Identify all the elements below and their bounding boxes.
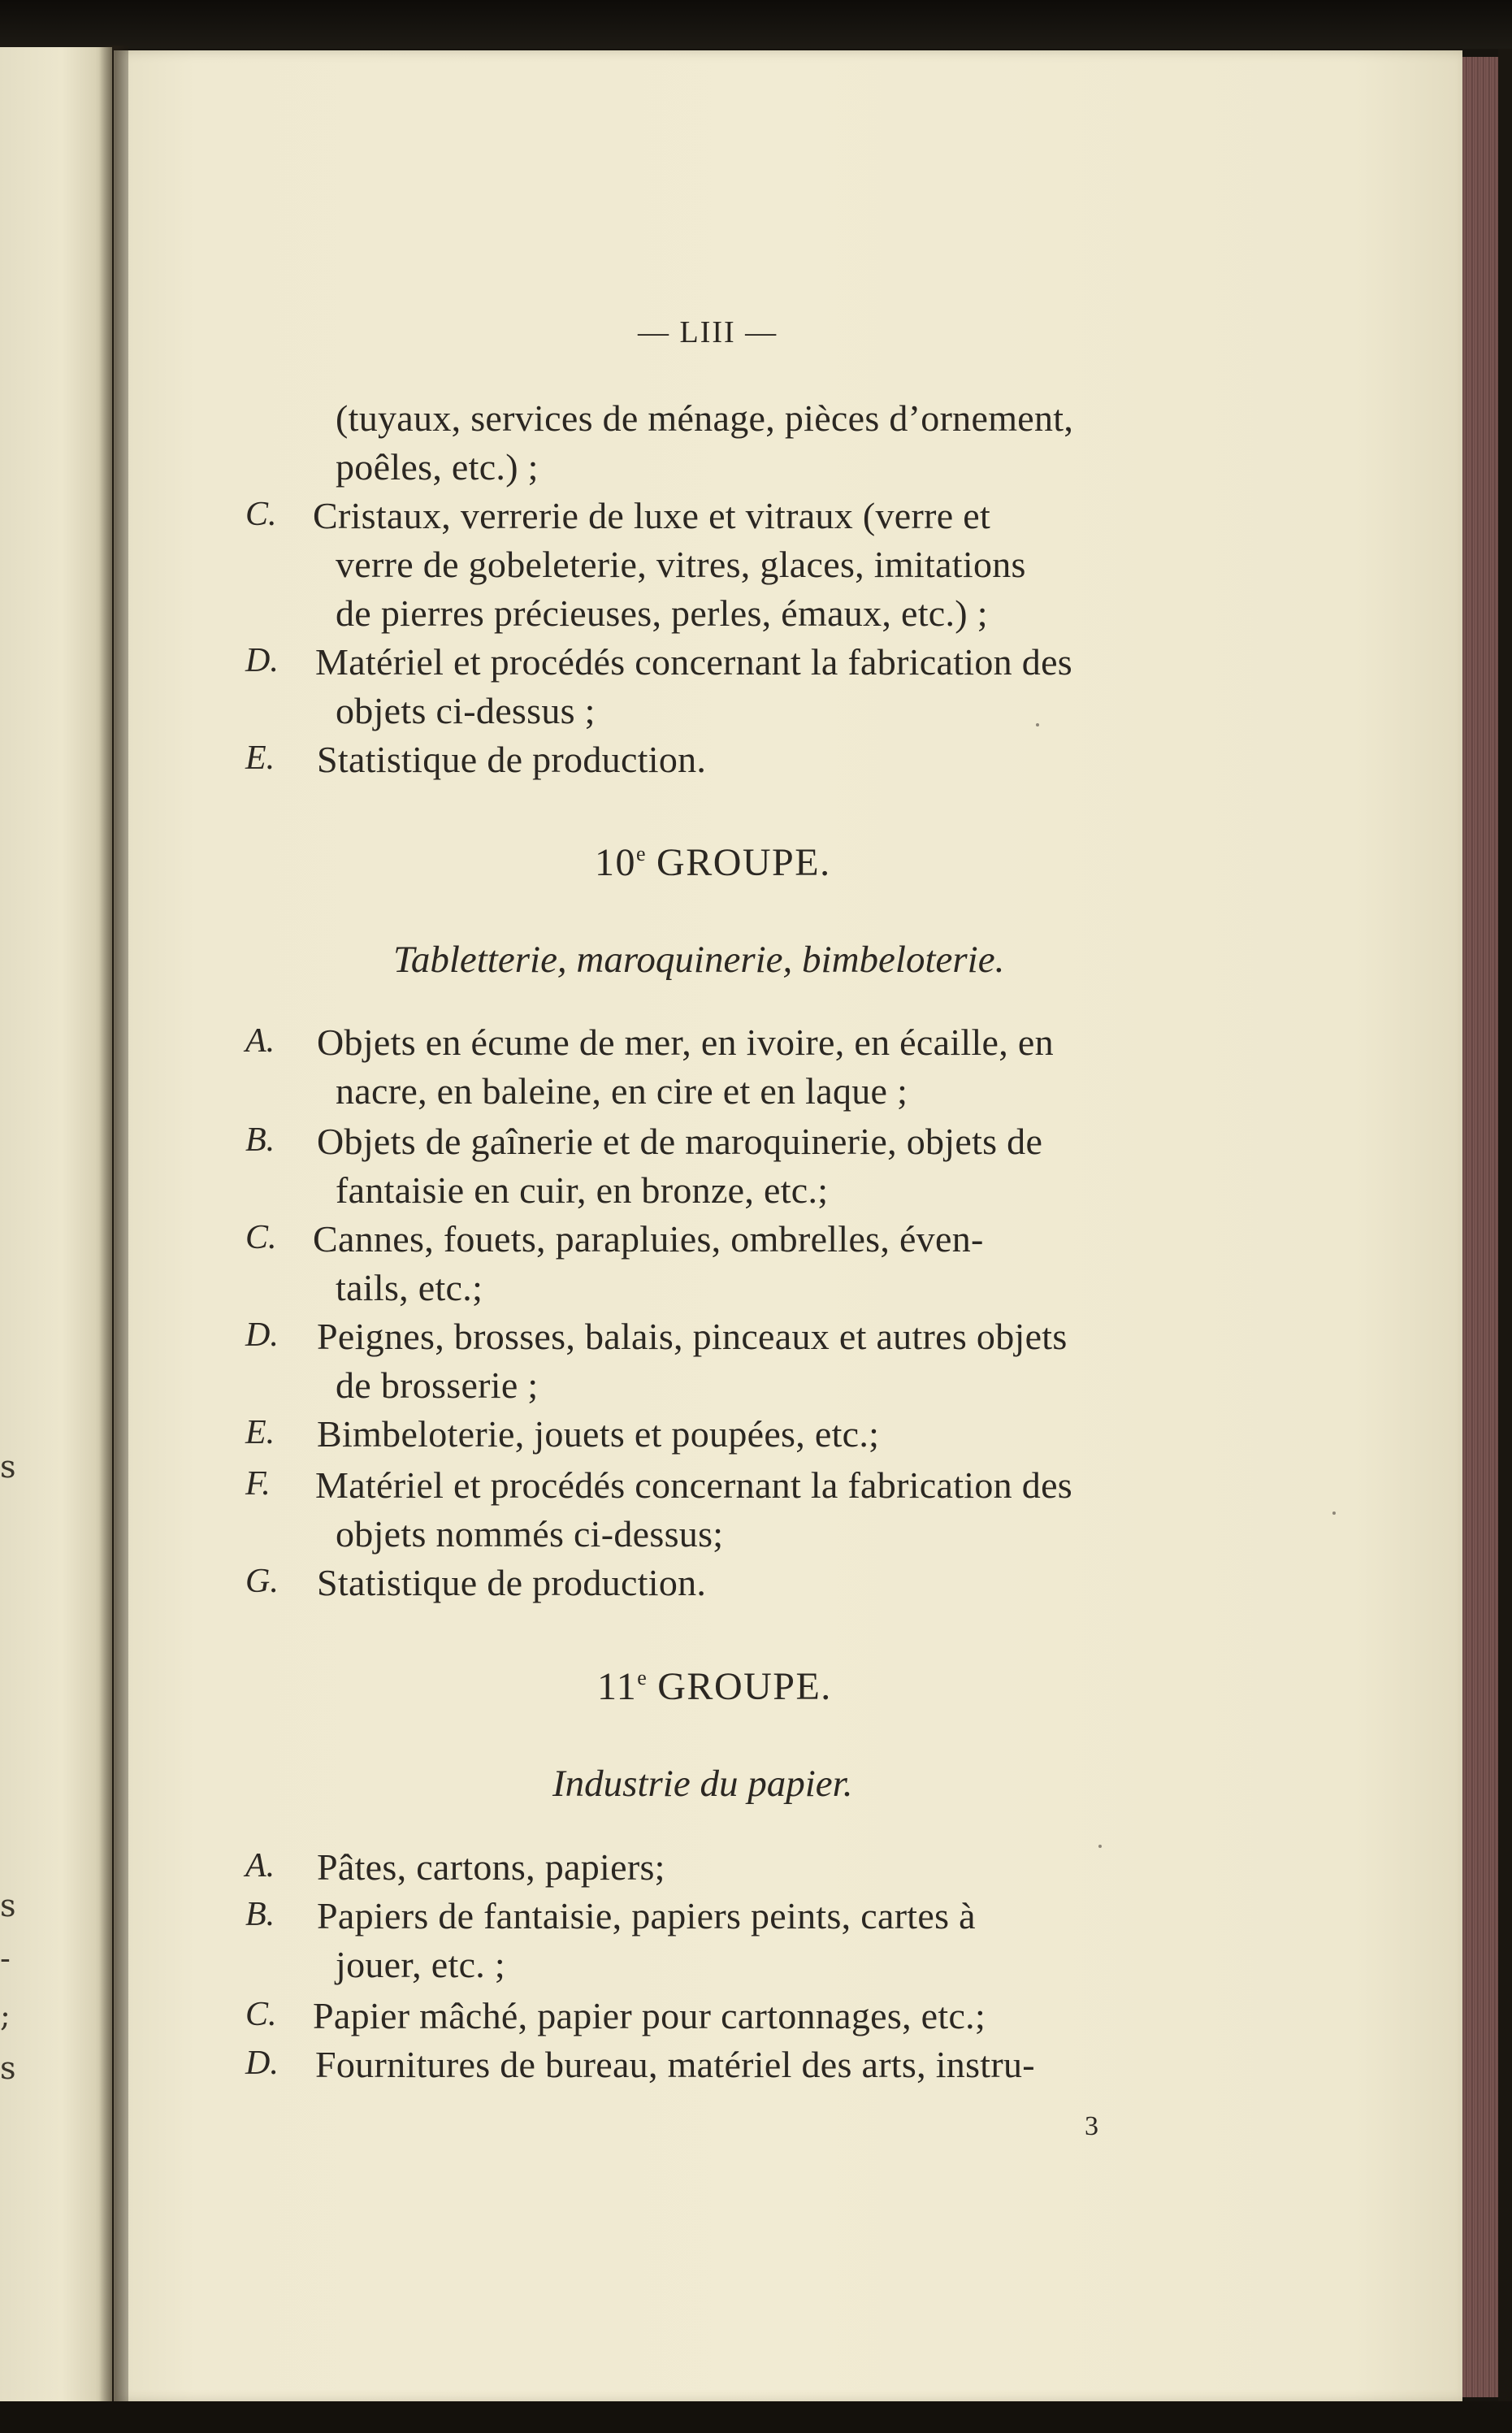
item-letter: B.	[245, 1896, 275, 1933]
list-item-line: Cannes, fouets, parapluies, ombrelles, éven-	[313, 1218, 984, 1260]
paper-speck	[1036, 723, 1039, 726]
list-item-line: Pâtes, cartons, papiers;	[317, 1846, 665, 1888]
item-letter: A.	[245, 1847, 275, 1884]
item-letter: G.	[245, 1563, 279, 1600]
group-subtitle: Industrie du papier.	[552, 1763, 853, 1805]
list-item-line: objets ci-dessus ;	[336, 690, 596, 731]
group-title	[597, 1665, 832, 1708]
group-number: 11	[597, 1665, 638, 1708]
list-item-line: Matériel et procédés concernant la fabrication des	[315, 1464, 1072, 1506]
item-letter: C.	[245, 496, 277, 533]
edge-shadow	[1498, 49, 1512, 2405]
item-letter: B.	[245, 1121, 275, 1159]
list-item-line: tails, etc.;	[336, 1267, 483, 1308]
facing-page-fragment: -	[0, 1941, 11, 1976]
list-item-line: Matériel et procédés concernant la fabrication des	[315, 641, 1072, 683]
list-item-line: Papiers de fantaisie, papiers peints, cartes à	[317, 1895, 976, 1936]
facing-page-fragment: s	[0, 2050, 16, 2086]
list-item-line: objets nommés ci-dessus;	[336, 1513, 724, 1555]
paper-speck	[1332, 1511, 1336, 1515]
signature-mark: 3	[1085, 2111, 1098, 2141]
page-block-edge	[1462, 57, 1498, 2397]
list-item-line: verre de gobeleterie, vitres, glaces, imitations	[336, 544, 1026, 585]
list-item-line: Objets en écume de mer, en ivoire, en écaille, en	[317, 1021, 1054, 1063]
item-letter: D.	[245, 2045, 279, 2082]
group-number: 10	[595, 841, 636, 884]
list-item-line: fantaisie en cuir, en bronze, etc.;	[336, 1169, 829, 1211]
text-line: (tuyaux, services de ménage, pièces d’ornement,	[336, 397, 1074, 439]
item-letter: D.	[245, 1316, 279, 1354]
list-item-line: Peignes, brosses, balais, pinceaux et autres objets	[317, 1316, 1068, 1357]
continuation-line	[336, 397, 1236, 439]
item-letter: C.	[245, 1996, 277, 2033]
facing-page-fragment: ;	[0, 1997, 11, 2033]
item-letter: D.	[245, 642, 279, 679]
list-item-line: Objets de gaînerie et de maroquinerie, objets de	[317, 1121, 1043, 1162]
running-header: — LIII —	[638, 315, 778, 349]
list-item-line: Statistique de production.	[317, 739, 707, 780]
item-letter: A.	[245, 1022, 275, 1060]
group-label: GROUPE.	[656, 841, 831, 884]
group-title	[595, 841, 831, 884]
item-letter: C.	[245, 1219, 277, 1256]
group-subtitle: Tabletterie, maroquinerie, bimbeloterie.	[393, 939, 1005, 981]
list-item-line: Statistique de production.	[317, 1562, 707, 1603]
ordinal-suffix: e	[636, 842, 646, 865]
list-item-line: Cristaux, verrerie de luxe et vitraux (verre et	[313, 495, 991, 536]
list-item-line: de pierres précieuses, perles, émaux, etc.) ;	[336, 592, 988, 634]
facing-page-fragment: s	[0, 1449, 16, 1485]
ordinal-suffix: e	[637, 1666, 647, 1689]
facing-page-fragment: s	[0, 1888, 16, 1923]
item-letter: E.	[245, 739, 275, 777]
item-letter: F.	[245, 1465, 271, 1503]
gutter-shadow	[99, 46, 128, 2412]
list-item-line: de brosserie ;	[336, 1364, 539, 1406]
item-letter: E.	[245, 1414, 275, 1451]
list-item-line: Bimbeloterie, jouets et poupées, etc.;	[317, 1413, 880, 1455]
scanner-bottom-band	[0, 2401, 1512, 2433]
continuation-line: poêles, etc.) ;	[336, 446, 539, 488]
scanner-top-band	[0, 0, 1512, 49]
list-item-line: nacre, en baleine, en cire et en laque ;	[336, 1070, 908, 1112]
list-item-line: Fournitures de bureau, matériel des arts, instru-	[315, 2044, 1035, 2085]
facing-page-edge	[0, 47, 112, 2408]
paper-speck	[1098, 1845, 1102, 1848]
group-label: GROUPE.	[657, 1665, 832, 1708]
list-item-line: jouer, etc. ;	[336, 1944, 505, 1985]
list-item-line: Papier mâché, papier pour cartonnages, etc.;	[313, 1995, 986, 2036]
